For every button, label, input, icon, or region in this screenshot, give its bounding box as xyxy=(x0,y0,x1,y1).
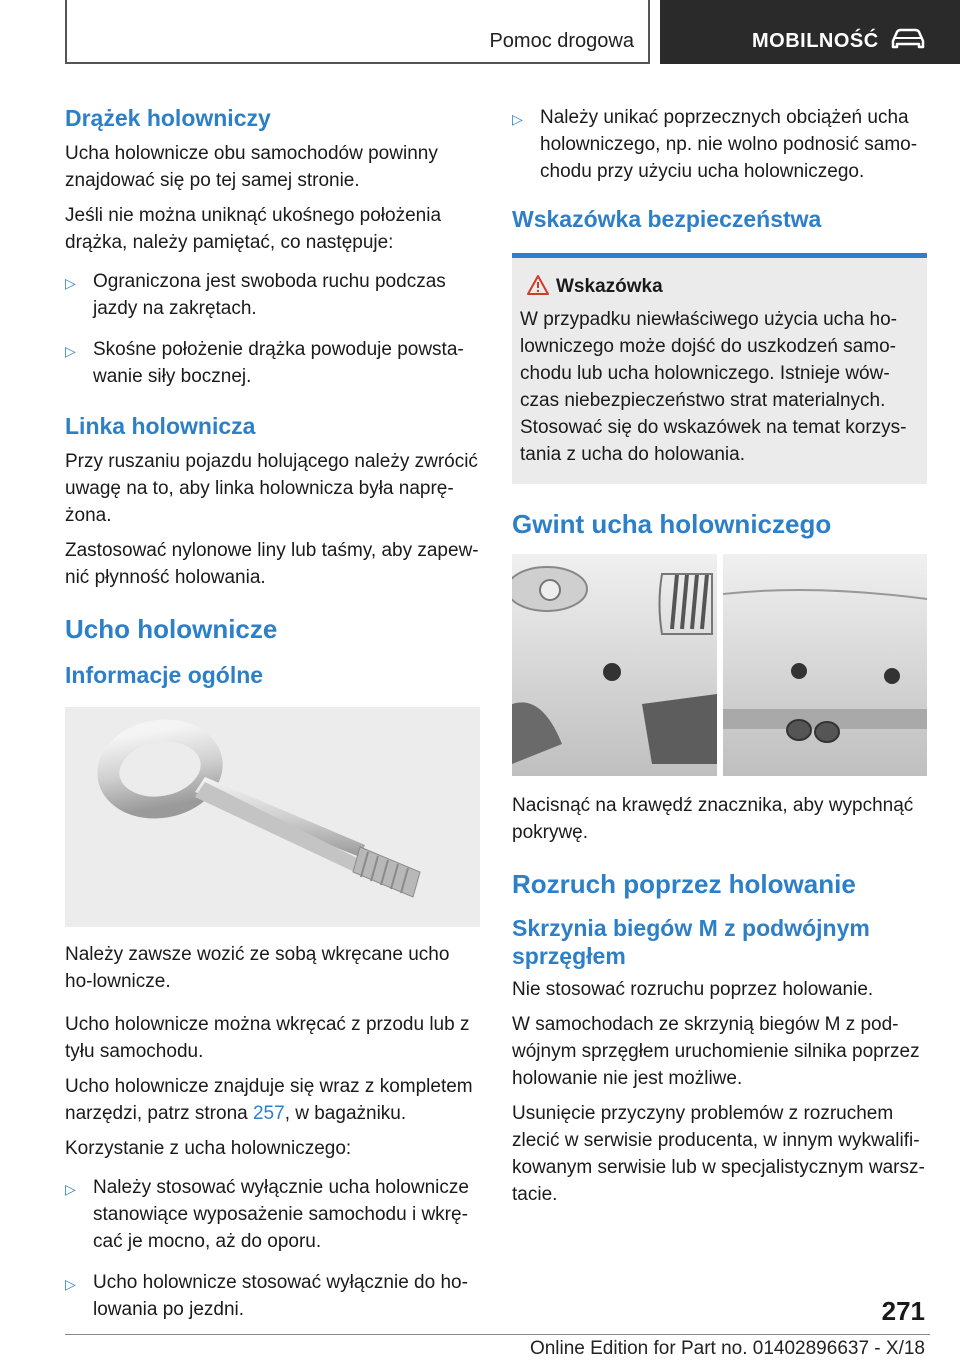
section-title: Pomoc drogowa xyxy=(489,30,634,52)
page-number: 271 xyxy=(881,1296,925,1326)
paragraph: Przy ruszaniu pojazdu holującego należy zwrócić uwagę na to, aby linka holownicza była naprę‐żona. xyxy=(65,451,478,526)
car-icon xyxy=(890,27,926,51)
footer-divider xyxy=(65,1334,930,1335)
paragraph: Nie stosować rozruchu poprzez holowanie. xyxy=(512,979,874,1000)
heading-info: Informacje ogólne xyxy=(65,662,264,688)
heading-ucho: Ucho holownicze xyxy=(65,614,278,644)
paragraph: Korzystanie z ucha holowniczego: xyxy=(65,1138,352,1159)
heading-safety: Wskazówka bezpieczeństwa xyxy=(512,206,822,232)
heading-rozruch: Rozruch poprzez holowanie xyxy=(512,869,856,899)
paragraph: Ucha holownicze obu samochodów powinny znajdować się po tej samej stronie. xyxy=(65,143,438,191)
warning-box xyxy=(512,258,927,484)
heading-gwint: Gwint ucha holowniczego xyxy=(512,509,832,539)
paragraph: Ucho holownicze znajduje się wraz z kompletem narzędzi, patrz strona 257, w bagażniku. xyxy=(65,1076,473,1124)
list-item: ▷ Należy stosować wyłącznie ucha holownicze stanowiące wyposażenie samochodu i wkrę‐cać je mocno, aż do oporu. xyxy=(65,1177,469,1252)
paragraph: Nacisnąć na krawędź znacznika, aby wypchnąć pokrywę. xyxy=(512,795,914,843)
list-item: ▷ Skośne położenie drążka powoduje powsta‐wanie siły bocznej. xyxy=(65,339,464,387)
warning-title: Wskazówka xyxy=(520,276,919,298)
tow-hook-image xyxy=(65,707,480,927)
triangle-bullet-icon: ▷ xyxy=(65,343,76,359)
chapter-tab xyxy=(660,0,960,64)
triangle-bullet-icon: ▷ xyxy=(65,1276,76,1292)
header-section-box xyxy=(65,0,650,64)
warning-triangle-icon xyxy=(526,274,550,296)
paragraph: Usunięcie przyczyny problemów z rozruchem zlecić w serwisie producenta, w innym wykwalifi‐kowanym serwisie lub w specjalistycznym warsz‐tacie. xyxy=(512,1103,925,1205)
list-item: ▷ Ucho holownicze stosować wyłącznie do ho‐lowania po jezdni. xyxy=(65,1272,468,1320)
paragraph: Zastosować nylonowe liny lub taśmy, aby zapew‐nić płynność holowania. xyxy=(65,540,479,588)
heading-skrzynia: Skrzynia biegów M z podwójnym sprzęgłem xyxy=(512,915,870,969)
paragraph: Ucho holownicze można wkręcać z przodu lub z tyłu samochodu. xyxy=(65,1014,470,1062)
heading-drazek: Drążek holowniczy xyxy=(65,105,271,131)
list-item: ▷ Należy unikać poprzecznych obciążeń ucha holowniczego, np. nie wolno podnosić samo‐chodu przy użyciu ucha holowniczego. xyxy=(512,107,918,182)
left-column xyxy=(65,104,480,1337)
paragraph: Jeśli nie można uniknąć ukośnego położenia drążka, należy pamiętać, co następuje: xyxy=(65,205,442,253)
triangle-bullet-icon: ▷ xyxy=(512,111,523,127)
bumper-photos xyxy=(512,554,927,776)
edition-text: Online Edition for Part no. 01402896637 - X/18 xyxy=(529,1338,925,1359)
page-link[interactable]: 257 xyxy=(252,1103,285,1124)
paragraph: Należy zawsze wozić ze sobą wkręcane ucho ho‐lownicze. xyxy=(65,944,450,992)
chapter-title: MOBILNOŚĆ xyxy=(752,30,879,52)
heading-linka: Linka holownicza xyxy=(65,413,256,439)
triangle-bullet-icon: ▷ xyxy=(65,275,76,291)
right-column xyxy=(512,104,927,1216)
list-item: ▷ Ograniczona jest swoboda ruchu podczas jazdy na zakrętach. xyxy=(65,271,446,319)
triangle-bullet-icon: ▷ xyxy=(65,1181,76,1197)
paragraph: W samochodach ze skrzynią biegów M z pod‐wójnym sprzęgłem uruchomienie silnika poprzez holowanie nie jest możliwe. xyxy=(512,1014,920,1089)
warning-text: W przypadku niewłaściwego użycia ucha ho‐lowniczego może dojść do uszkodzeń samo‐chodu lub ucha holowniczego. Istnieje wów‐czas niebezpieczeństwo strat materialnych. Stosować się do wskazówek na temat korzys‐tania z ucha do holowania. xyxy=(520,309,907,465)
